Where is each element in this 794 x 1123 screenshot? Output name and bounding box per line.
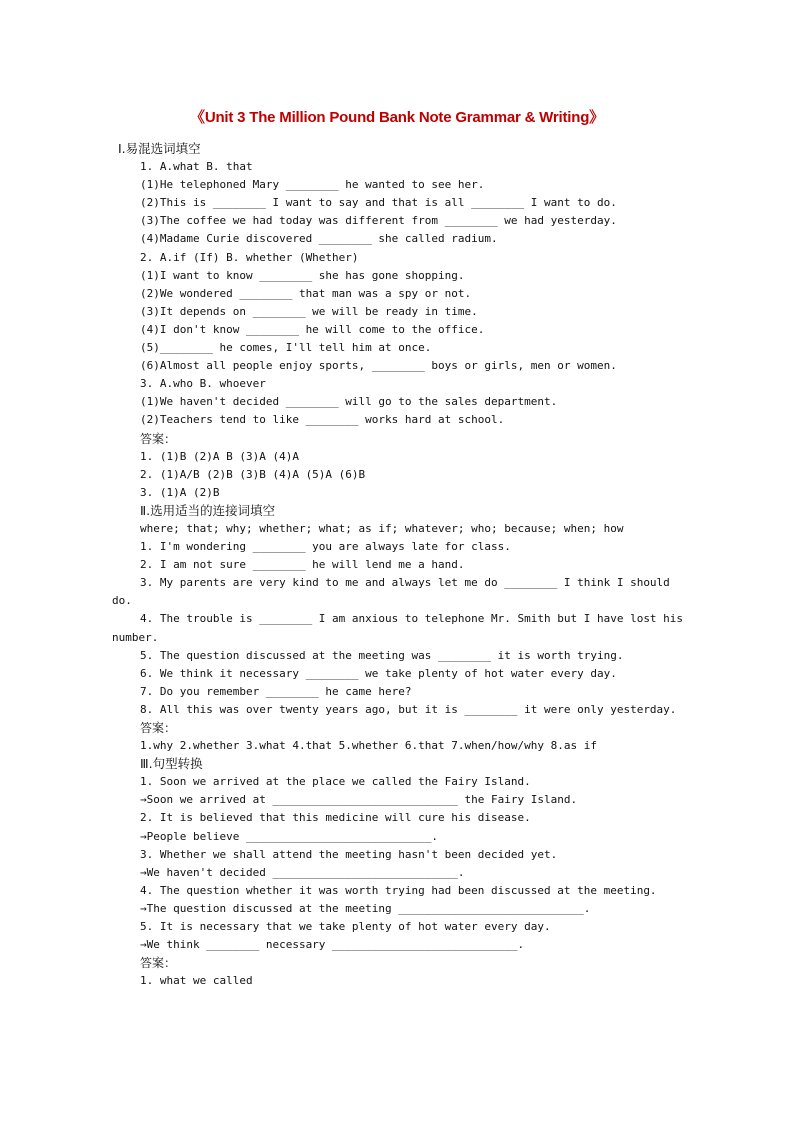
exercise-line: 5. The question discussed at the meeting was ________ it is worth trying. (140, 648, 624, 662)
answer-line: 1. what we called (140, 974, 253, 988)
answer-label: 答案： (140, 956, 177, 971)
answer-label: 答案： (140, 431, 177, 446)
section3-heading: Ⅲ.句型转换 (140, 756, 203, 772)
document-title: 《Unit 3 The Million Pound Bank Note Grammar & Writing》 (190, 109, 604, 126)
exercise-line: (1)I want to know ________ she has gone shopping. (140, 268, 465, 282)
exercise-line: →We haven't decided ____________________________. (140, 865, 465, 879)
exercise-line: (2)This is ________ I want to say and that is all ________ I want to do. (140, 196, 617, 210)
exercise-line: 3. Whether we shall attend the meeting hasn't been decided yet. (140, 847, 558, 861)
exercise-line: 5. It is necessary that we take plenty of hot water every day. (140, 920, 551, 934)
exercise-line: 1. Soon we arrived at the place we called the Fairy Island. (140, 775, 531, 789)
exercise-line: (1)He telephoned Mary ________ he wanted to see her. (140, 178, 485, 192)
group1-options: 1. A.what B. that (140, 160, 253, 174)
exercise-line: (4)I don't know ________ he will come to the office. (140, 322, 485, 336)
exercise-line: (1)We haven't decided ________ will go to the sales department. (140, 395, 558, 409)
exercise-line: →We think ________ necessary ____________________________. (140, 938, 525, 952)
exercise-line: →People believe ____________________________. (140, 829, 439, 843)
word-bank: where; that; why; whether; what; as if; whatever; who; because; when; how (140, 521, 624, 535)
exercise-line: 2. It is believed that this medicine will cure his disease. (140, 811, 531, 825)
answer-label: 答案： (140, 721, 177, 735)
exercise-line: 4. The trouble is ________ I am anxious to telephone Mr. Smith but I have lost his number. (112, 612, 684, 644)
exercise-line: (2)Teachers tend to like ________ works hard at school. (140, 413, 505, 427)
group3-options: 3. A.who B. whoever (140, 377, 266, 391)
exercise-line: (3)The coffee we had today was different from ________ we had yesterday. (140, 214, 617, 228)
answer-line: 1.why 2.whether 3.what 4.that 5.whether 6.that 7.when/how/why 8.as if (140, 739, 597, 753)
exercise-line: (2)We wondered ________ that man was a spy or not. (140, 286, 472, 300)
section2-heading: Ⅱ.选用适当的连接词填空 (140, 502, 276, 518)
exercise-line: 3. My parents are very kind to me and always let me do ________ I think I should do. (112, 576, 670, 608)
exercise-line: (5)________ he comes, I'll tell him at once. (140, 341, 432, 355)
document-body (112, 140, 686, 990)
exercise-line: 7. Do you remember ________ he came here? (140, 684, 412, 698)
exercise-line: 2. I am not sure ________ he will lend me a hand. (140, 558, 465, 572)
exercise-line: 6. We think it necessary ________ we take plenty of hot water every day. (140, 666, 617, 680)
answer-line: 1. (1)B (2)A B (3)A (4)A (140, 449, 299, 463)
exercise-line: →Soon we arrived at ____________________________ the Fairy Island. (140, 793, 578, 807)
exercise-line: →The question discussed at the meeting ____________________________. (140, 901, 591, 915)
answer-line: 2. (1)A/B (2)B (3)B (4)A (5)A (6)B (140, 467, 366, 481)
exercise-line: 1. I'm wondering ________ you are always late for class. (140, 540, 511, 554)
exercise-line: 4. The question whether it was worth trying had been discussed at the meeting. (140, 883, 657, 897)
section1-heading: Ⅰ.易混选词填空 (118, 141, 201, 156)
answer-line: 3. (1)A (2)B (140, 485, 220, 499)
exercise-line: (3)It depends on ________ we will be ready in time. (140, 304, 478, 318)
group2-options: 2. A.if (If) B. whether (Whether) (140, 250, 359, 264)
exercise-line: (4)Madame Curie discovered ________ she called radium. (140, 232, 498, 246)
exercise-line: 8. All this was over twenty years ago, but it is ________ it were only yesterday. (140, 702, 677, 716)
exercise-line: (6)Almost all people enjoy sports, ________ boys or girls, men or women. (140, 359, 617, 373)
